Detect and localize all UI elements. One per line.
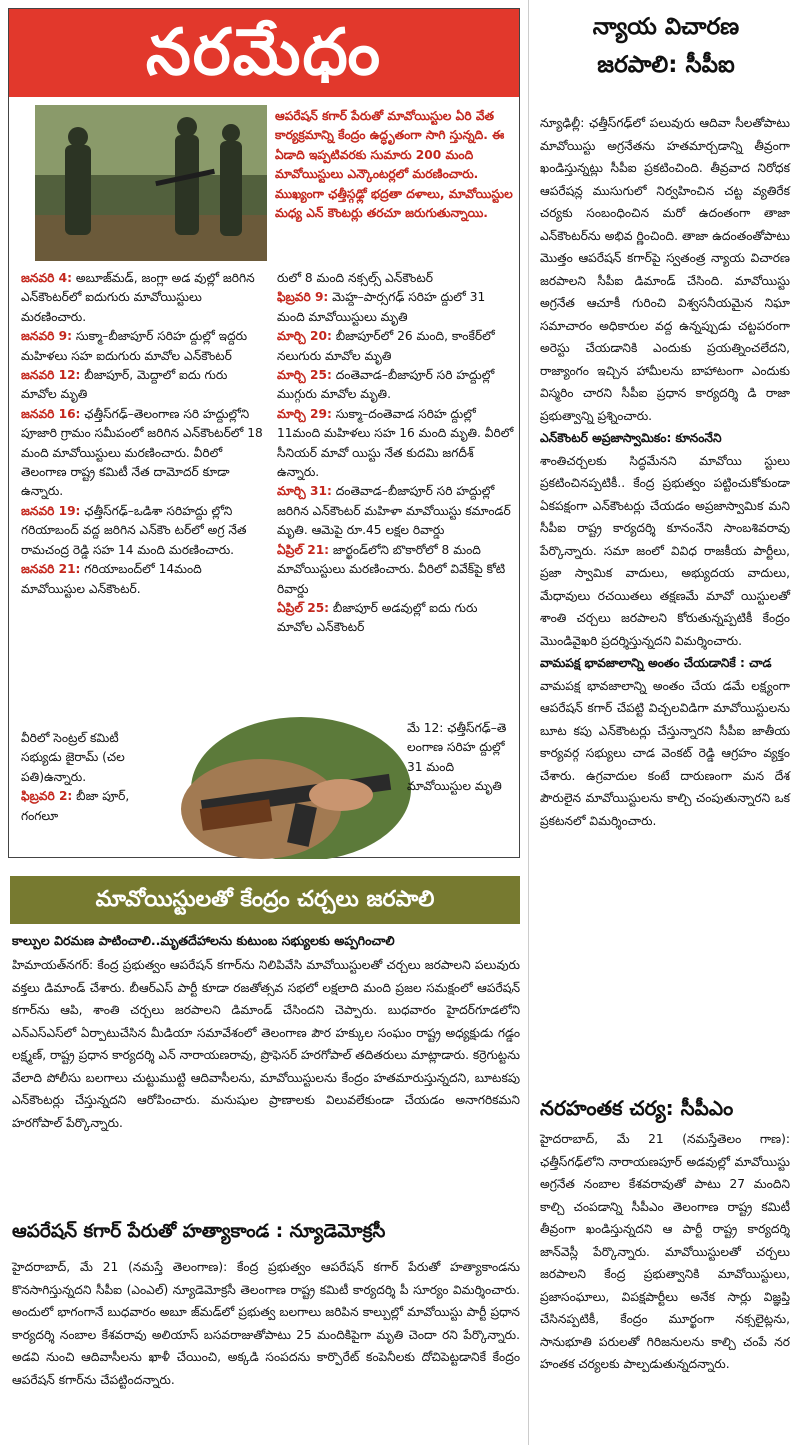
cpi-story-body xyxy=(540,112,790,832)
timeline-column-b xyxy=(277,269,515,638)
cpi-subhead: ఎన్‌కౌంటర్ అప్రజాస్వామికం: కూనంనేని xyxy=(540,431,722,445)
timeline-entry: ఫిబ్రవరి 9: మెహ్ద–పార్సగఢ్ సరిహ ద్దులో 31 మంది మావోయిస్టులు మృతి xyxy=(277,290,486,324)
timeline-entry: మార్చి 31: దంతెవాడ–బీజాపూర్ సరి హద్దుల్లో జరిగిన ఎన్‌కౌంటర్ మహిళా మావోయిస్టు కమాండర్ మృతి. ఆమెపై రూ.45 లక్షల రివార్డు xyxy=(277,484,511,538)
timeline-entry: మార్చి 25: దంతెవాడ–బీజాపూర్ సరి హద్దుల్లో ముగ్గురు మావోల మృతి. xyxy=(277,368,495,402)
cpm-story-body: హైదరాబాద్, మే 21 (నమస్తేతెలం గాణ): ఛత్తీస్‌గఢ్‌లోని నారాయణపూర్ అడవుల్లో మావోయిస్టు అగ్రనేత నంబాల కేశవరావుతో పాటు 27 మందిని కాల్చి చంపడాన్ని సీపీఎం తెలంగాణ రాష్ట్ర కమిటీ తీవ్రంగా ఖండిస్తున్నదని ఆ పార్టీ రాష్ట్ర కార్యదర్శి జాన్‌వెస్లీ పేర్కొన్నారు. మావోయిస్టులతో చర్చలు జరపాలని కేంద్ర ప్రభుత్వానికి మావోయిస్టులు, ప్రజాసంఘాలు, విపక్షపార్టీలు అనేక సార్లు విజ్ఞప్తి చేసినప్పటికీ, కేంద్రం మూర్ఖంగా నక్సలైట్లను, సానుభూతి పరులతో గిరిజనులను కాల్చి చంపే నర హంతక చర్యలకు పాల్పడుతున్నదన్నారు. xyxy=(540,1132,790,1371)
cpi-headline-line1: న్యాయ విచారణ xyxy=(592,14,740,40)
timeline-entry: ఫిబ్రవరి 2: బీజా పూర్, గంగలూ xyxy=(21,789,130,823)
rifle-photo xyxy=(161,709,411,859)
cpm-headline: నరహంతక చర్య: సీపీఎం xyxy=(540,1096,734,1120)
talks-subheadline: కాల్పుల విరమణ పాటించాలి..మృతదేహాలను కుటుంబ సభ్యులకు అప్పగించాలి xyxy=(12,933,395,948)
timeline-entry: జనవరి 12: బీజాపూర్, మెద్దాలో ఐదు గురు మావోల మృతి xyxy=(21,368,228,402)
cpi-paragraph: శాంతిచర్చలకు సిద్ధమేనని మావోయి స్టులు ప్రకటించినప్పటికీ.. కేంద్ర ప్రభుత్వం పట్టించుకోకుండా ఏకపక్షంగా ఎన్‌కౌంటర్లు చేయడం అప్రజాస్వామిక మని సీపీఐ రాష్ట్ర కార్యదర్శి కూనంనేని సాంబశివరావు పేర్కొన్నారు. సమా జంలో వివిధ రాజకీయ పార్టీలు, ప్రజా స్వామిక వాదులు, అభ్యుదయ వాదులు, మేధావులు రచయితలు తక్షణమే మావో యిస్టులతో శాంతి చర్చలు జరపాలని కోరుతున్నప్పటికీ కేంద్రం మొండివైఖరి ప్రదర్శిస్తున్నదని విమర్శించారు. xyxy=(540,453,790,648)
timeline-entry: మార్చి 29: సుక్మా–దంతెవాడ సరిహ ద్దుల్లో 11మంది మహిళలు సహ 16 మంది మృతి. వీరిలో సీనియర్ మావో యిస్టు నేత కుదమి జగదీశ్ ఉన్నారు. xyxy=(277,406,514,480)
timeline-entry: ఏప్రిల్ 21: జార్ఖండ్‌లోని బొకారోలో 8 మంది మావోయిస్టులు మరణించారు. వీరిలో వివేక్‌పై కోటి రివార్డు xyxy=(277,542,506,596)
cpi-paragraph: వామపక్ష భావజాలాన్ని అంతం చేయ డమే లక్ష్యంగా ఆపరేషన్ కగార్ చేపట్టి విచ్చలవిడిగా మావోయిస్టులను బూట కపు ఎన్‌కౌంటర్లు చేస్తున్నారని సీపీఐ జాతీయ కార్యవర్గ సభ్యులు చాడ వెంకట్ రెడ్డి ఆగ్రహం వ్యక్తం చేశారు. ఉగ్రవాదుల కంటే దారుణంగా మన దేశ పౌరులైన మావోయిస్టులను కాల్చి చంపుతున్నారని ఒక ప్రకటనలో విమర్శించారు. xyxy=(540,678,790,828)
timeline-column-a xyxy=(21,269,266,599)
timeline-entry: జనవరి 4: అబూజ్‌మడ్, జంగ్లా అడ వుల్లో జరిగిన ఎన్‌కౌంటర్‌లో ఐదుగురు మావోయిస్టులు మరణించారు. xyxy=(21,271,255,324)
timeline-entry: మార్చి 20: బీజాపూర్‌లో 26 మంది, కాంకేర్‌లో నలుగురు మావోల మృతి xyxy=(277,329,495,363)
soldiers-photo xyxy=(35,105,267,261)
newdemocracy-story-body: హైదరాబాద్, మే 21 (నమస్తే తెలంగాణ): కేంద్ర ప్రభుత్వం ఆపరేషన్ కగార్ పేరుతో హత్యాకాండను కొనసాగిస్తున్నదని సీపీఐ (ఎంఎల్) న్యూడెమోక్రసీ తెలంగాణ రాష్ట్ర కమిటీ కార్యదర్శి పీ సూర్యం విమర్శించారు. అందులో భాగంగానే బుధవారం అబూ జ్‌మడ్‌లో ప్రభుత్వ బలగాలు జరిపిన కాల్పుల్లో మావోయిస్టు పార్టీ ప్రధాన కార్యదర్శి నంబాల కేశవరావు అలియాస్ బసవరాజుతోపాటు 25 మందికిపైగా మృతి చెందా రని పేర్కొన్నారు. అడవి నుంచి ఆదివాసీలను ఖాళీ చేయించి, అక్కడి సంపదను కార్పొరేట్ కంపెనీలకు దోచిపెట్టడానికే కేంద్రం ఆపరేషన్ కగార్‌ను చేపట్టిందన్నారు. xyxy=(12,1260,520,1387)
cpi-subhead: వామపక్ష భావజాలాన్ని అంతం చేయడానికే : చాడ xyxy=(540,656,772,670)
timeline-column-c xyxy=(21,729,161,826)
cpi-headline-line2: జరపాలి: సీపీఐ xyxy=(597,52,735,78)
timeline-entry: మే 12: ఛత్తీస్‌గఢ్–తె లంగాణ సరిహ ద్దుల్లో 31 మంది మావోయిస్టుల మృతి xyxy=(407,721,507,794)
masthead-story-box xyxy=(8,8,520,858)
newdemocracy-headline: ఆపరేషన్ కగార్ పేరుతో హత్యాకాండ : న్యూడెమోక్రసీ xyxy=(12,1221,386,1242)
timeline-entry: వీరిలో సెంట్రల్ కమిటీ సభ్యుడు జైరామ్ (చల పతి)ఉన్నారు. xyxy=(21,731,125,784)
cpi-headline xyxy=(540,8,792,84)
cpi-paragraph: న్యూఢిల్లీ: ఛత్తీస్‌గఢ్‌లో పలువురు ఆదివా సీలతోపాటు మావోయిస్టు అగ్రనేతను హతమార్చడాన్ని తీవ్రంగా ఖండిస్తున్నట్లు సీపీఐ ప్రకటించింది. తీవ్రవాద నిరోధక ఆపరేషన్ల ముసుగులో నిర్వహించిన చట్ట వ్యతిరేక చర్యకు సంబంధించిన మరో ఉదంతంగా తాజా ఎన్‌కౌంటర్‌ను అభివ ర్ణించింది. తాజా ఉదంతంతోపాటు మొత్తం ఆపరేషన్ కగార్‌పై స్వతంత్ర న్యాయ విచారణ జరపాలని సీపీఐ డిమాండ్ చేసింది. మావోయిస్టు అగ్రనేత ఆచూకీ గురించి విశ్వసనీయమైన నిఘా సమాచారం అధికారుల వద్ద ఉన్నప్పుడు చట్టపరంగా అరెస్టు చేయడానికి ఎందుకు ప్రయత్నించలేదని, రాజ్యాంగం ఇచ్చిన హామీలను బాహాటంగా ఎందుకు విస్మరిం చారని సీపీఐ ప్రధాన కార్యదర్శి డి రాజా ప్రభుత్వాన్ని ప్రశ్నించారు. xyxy=(540,116,790,423)
timeline-column-d xyxy=(407,719,517,797)
talks-story-body: హిమాయత్‌నగర్: కేంద్ర ప్రభుత్వం ఆపరేషన్ కగార్‌ను నిలిపివేసి మావోయిస్టులతో చర్చలు జరపాలని పలువురు వక్తలు డిమాండ్ చేశారు. బీఆర్ఎస్ పార్టీ కూడా రజతోత్సవ సభలో లక్షలాది మంది ప్రజల సమక్షంలో ఆపరేషన్ కగార్‌ను ఆపి, శాంతి చర్చలు జరపాలని డిమాండ్ చేసిందని చెప్పారు. బుధవారం హైదర్‌గూడలోని ఎన్ఎస్ఎస్‌లో ఏర్పాటుచేసిన మీడియా సమావేశంలో తెలంగాణ పౌర హక్కుల సంఘం రాష్ట్ర అధ్యక్షుడు గడ్డం లక్ష్మణ్, రాష్ట్ర ప్రధాన కార్యదర్శి ఎన్ నారాయణరావు, ప్రొఫెసర్ హరగోపాల్ తదితరులు మాట్లాడారు. కర్రెగుట్టను వేలాది పోలీసు బలగాలు చుట్టుముట్టి ఆదివాసీలను, మావోయిస్టులను కేంద్రం హతమారుస్తున్నదని, బూటకపు ఎన్‌కౌంటర్లు చేస్తున్నదని ఆరోపించారు. మనుషుల ప్రాణాలకు విలువలేకుండా చేయడం అనాగరికమని హరగోపాల్ పేర్కొన్నారు. xyxy=(12,958,520,1130)
timeline-entry: జనవరి 21: గరియాబంద్‌లో 14మంది మావోయిస్టుల ఎన్‌కౌంటర్. xyxy=(21,562,202,596)
timeline-entry: జనవరి 16: ఛత్తీస్‌గఢ్–తెలంగాణ సరి హద్దుల్లోని పూజారి గ్రామం సమీపంలో జరిగిన ఎన్‌కౌంటర్‌లో 18 మంది మావోయిస్టులు మరణించారు. వీరిలో తెలంగాణ రాష్ట్ర కమిటీ నేత దామోదర్ కూడా ఉన్నారు. xyxy=(21,406,263,499)
timeline-entry: రులో 8 మంది నక్సల్స్ ఎన్‌కౌంటర్ xyxy=(277,271,433,285)
timeline-entry: ఏప్రిల్ 25: బీజాపూర్ అడవుల్లో ఐదు గురు మావోల ఎన్‌కౌంటర్ xyxy=(277,600,478,635)
timeline-entry: జనవరి 19: ఛత్తీస్‌గఢ్–ఒడిశా సరిహద్దు ల్లోని గరియాబంద్ వద్ద జరిగిన ఎన్‌కౌం టర్‌లో అగ్ర నేత రామచంద్ర రెడ్డి సహ 14 మంది మరణించారు. xyxy=(21,503,247,557)
lead-paragraph: ఆపరేషన్ కగార్ పేరుతో మావోయిస్టుల ఏరి వేత కార్యక్రమాన్ని కేంద్రం ఉద్ధృతంగా సాగి స్తున్నది. ఈ ఏడాది ఇప్పటివరకు సుమారు 200 మంది మావోయిస్టులు ఎన్కౌంటర్లలో మరణించారు. ముఖ్యంగా ఛత్తీస్గఢ్లో భద్రతా దళాలు, మావోయిస్టుల మధ్య ఎన్ కౌంటర్లు తరచూ జరుగుతున్నాయి. xyxy=(275,109,513,221)
column-divider xyxy=(528,0,529,1445)
masthead-title: నరమేధం xyxy=(9,9,519,97)
talks-headline-banner: మావోయిస్టులతో కేంద్రం చర్చలు జరపాలి xyxy=(10,876,520,924)
timeline-entry: జనవరి 9: సుక్మా–బీజాపూర్ సరిహ ద్దుల్లో ఇద్దరు మహిళలు సహ ఐదుగురు మావోల ఎన్‌కౌంటర్ xyxy=(21,329,248,363)
